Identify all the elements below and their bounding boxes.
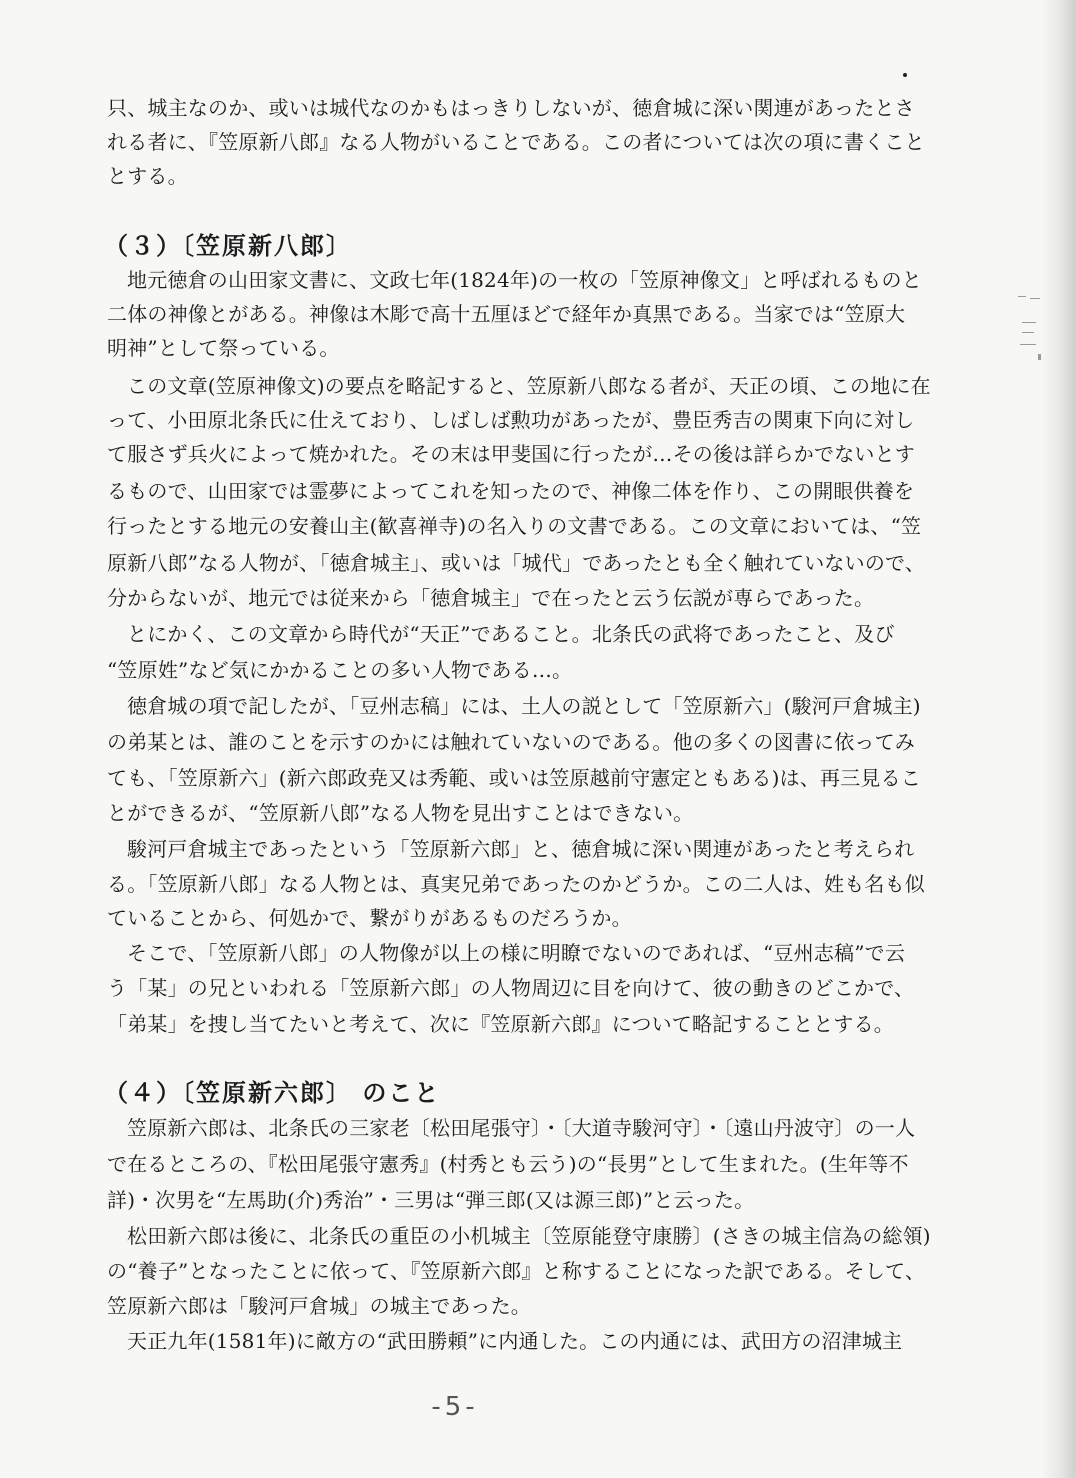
text-line: とする。 [107,164,188,188]
text-line: とにかく、この文章から時代が“天正”であること。北条氏の武将であったこと、及び [127,622,895,646]
margin-scan-marks [1016,292,1042,372]
text-line: ても、「笠原新六」(新六郎政尭又は秀範、或いは笠原越前守憲定ともある)は、再三見るこ [107,766,922,790]
text-line: って、小田原北条氏に仕えており、しばしば勲功があったが、豊臣秀吉の関東下向に対し [107,408,915,432]
text-line: で在るところの、『松田尾張守憲秀』(村秀とも云う)の“長男”として生まれた。(生年等不 [107,1152,909,1176]
text-line: 「弟某」を捜し当てたいと考えて、次に『笠原新六郎』について略記することとする。 [107,1012,894,1036]
text-line: 徳倉城の項で記したが、「豆州志稿」には、土人の説として「笠原新六」(駿河戸倉城主) [127,694,921,718]
text-line: る。「笠原新八郎」なる人物とは、真実兄弟であったのかどうか。この二人は、姓も名も似 [107,872,925,896]
text-line: 笠原新六郎は、北条氏の三家老〔松田尾張守〕・〔大道寺駿河守〕・〔遠山丹波守〕の一人 [127,1116,916,1140]
section-heading-3: （３）〔笠原新八郎〕 [104,231,352,260]
text-line: て服さず兵火によって焼かれた。その末は甲斐国に行ったが…その後は詳らかでないとす [107,442,915,466]
text-line: この文章(笠原神像文)の要点を略記すると、笠原新八郎なる者が、天正の頃、この地に在 [127,374,931,398]
text-line: 駿河戸倉城主であったという「笠原新六郎」と、徳倉城に深い関連があったと考えられ [127,837,915,861]
text-line: 分からないが、地元では従来から「徳倉城主」で在ったと云う伝説が専らであった。 [107,586,875,610]
text-line: とができるが、“笠原新八郎”なる人物を見出すことはできない。 [107,801,694,825]
text-line: れる者に、『笠原新八郎』なる人物がいることである。この者については次の項に書くこと [107,130,925,154]
text-line: 明神”として祭っている。 [107,336,340,360]
page-number: -5- [431,1392,479,1422]
text-line: そこで、「笠原新八郎」の人物像が以上の様に明瞭でないのであれば、“豆州志稿”で云 [127,941,906,965]
text-line: “笠原姓”など気にかかることの多い人物である…。 [107,658,573,682]
page-edge-shadow [1041,0,1075,1478]
text-line: るもので、山田家では霊夢によってこれを知ったので、神像二体を作り、この開眼供養を [107,479,915,503]
text-line: の弟某とは、誰のことを示すのかには触れていないのである。他の多くの図書に依ってみ [107,730,915,754]
text-line: う「某」の兄といわれる「笠原新六郎」の人物周辺に目を向けて、彼の動きのどこかで、 [107,976,915,1000]
text-line: 天正九年(1581年)に敵方の“武田勝頼”に内通した。この内通には、武田方の沼津城主 [127,1329,903,1353]
scan-speck [903,73,907,77]
text-line: 笠原新六郎は「駿河戸倉城」の城主であった。 [107,1294,531,1318]
text-line: 原新八郎”なる人物が、「徳倉城主」、或いは「城代」であったとも全く触れていないので、 [107,551,926,575]
text-line: 松田新六郎は後に、北条氏の重臣の小机城主〔笠原能登守康勝〕(さきの城主信為の総領) [127,1224,931,1248]
text-line: 行ったとする地元の安養山主(歓喜禅寺)の名入りの文書である。この文章においては、“笠 [107,514,922,538]
section-heading-4: （４）〔笠原新六郎〕 のこと [104,1078,441,1107]
text-line: 詳)・次男を“左馬助(介)秀治”・三男は“弾三郎(又は源三郎)”と云った。 [107,1188,755,1212]
text-line: 二体の神像とがある。神像は木彫で高十五厘ほどで経年か真黒である。当家では“笠原大 [107,302,906,326]
text-line: ていることから、何処かで、繋がりがあるものだろうか。 [107,906,632,930]
text-line: 地元徳倉の山田家文書に、文政七年(1824年)の一枚の「笠原神像文」と呼ばれるものと [127,268,922,292]
text-line: の“養子”となったことに依って、『笠原新六郎』と称することになった訳である。そして、 [107,1259,926,1283]
text-line: 只、城主なのか、或いは城代なのかもはっきりしないが、徳倉城に深い関連があったとさ [107,96,915,120]
